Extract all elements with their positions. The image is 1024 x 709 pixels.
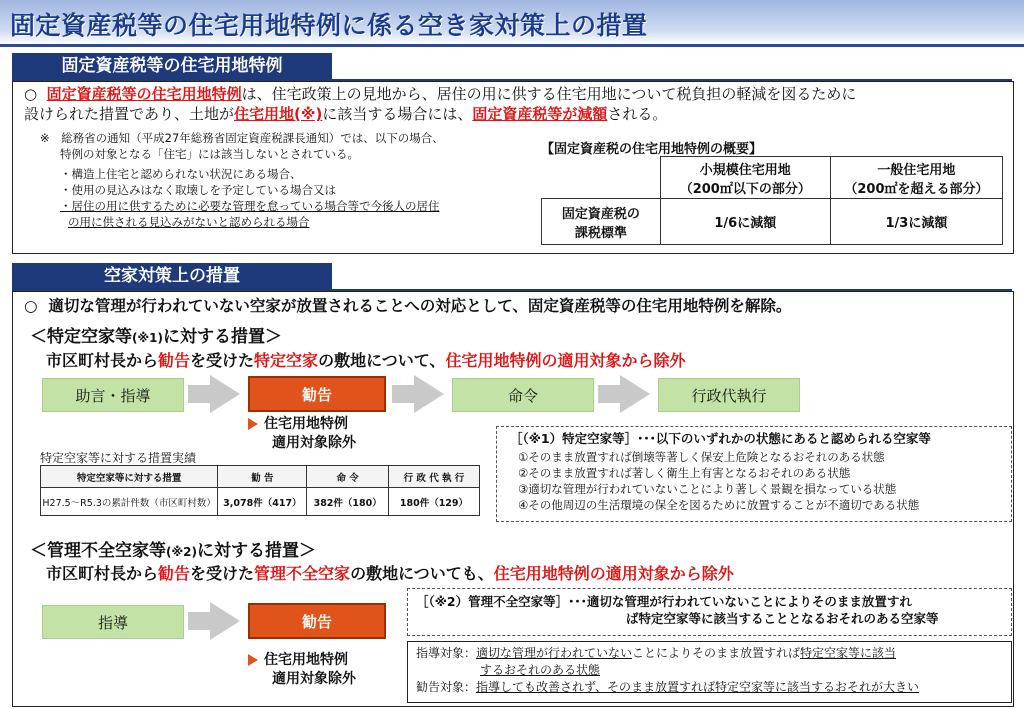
arrow-right-icon xyxy=(210,375,240,413)
text: は、住宅政策上の見地から、居住の用に供する住宅用地について税負担の軽減を図るために xyxy=(241,85,857,103)
section2-main xyxy=(24,294,791,316)
list-item: ④その他周辺の生活環境の保全を図るために放置することが不適切である状態 xyxy=(518,498,920,512)
table-header: 特定空家等に対する措置 xyxy=(41,466,218,488)
title-rule xyxy=(0,44,1024,47)
table-header: 命 令 xyxy=(307,466,388,488)
note-line: ・構造上住宅と認められない状況にある場合、 xyxy=(60,167,302,181)
list-item: ③適切な管理が行われていないことにより著しく景観を損なっている状態 xyxy=(518,482,897,496)
arrow-right-icon xyxy=(414,375,444,413)
performance-title: 特定空家等に対する措置実績 xyxy=(40,451,197,465)
note-line: 特例の対象となる「住宅」には該当しないとされている。 xyxy=(60,147,359,161)
flow-step-order: 命令 xyxy=(452,378,594,412)
table-cell: 3,078件（417） xyxy=(218,488,307,516)
table-corner xyxy=(542,157,661,199)
arrow-right-icon xyxy=(210,602,240,640)
flow-step-recommendation: 勧告 xyxy=(248,376,386,412)
text: 適切な管理が行われていない空家が放置されることへの対応として、固定資産税等の住宅用地特例を解除。 xyxy=(48,297,792,315)
bullet-icon: ○ xyxy=(24,297,38,315)
overview-table-title: 【固定資産税の住宅用地特例の概要】 xyxy=(541,142,763,157)
flow-arrow xyxy=(598,385,620,403)
triangle-icon xyxy=(248,654,258,666)
arrow-right-icon xyxy=(620,375,650,413)
note-line: の用に供される見込みがないと認められる場合 xyxy=(68,215,310,229)
table-row-header: 固定資産税の 課税標準 xyxy=(542,199,661,245)
note-line: ※ 総務省の通知（平成27年総務省固定資産税課長通知）では、以下の場合、 xyxy=(40,131,444,145)
exclusion-note-2: 住宅用地特例 適用対象除外 xyxy=(248,651,356,689)
table-cell: H27.5～R5.3の累計件数（市区町村数） xyxy=(41,488,218,516)
text: に該当する場合には、 xyxy=(322,105,473,123)
table-cell: 1/3に減額 xyxy=(830,199,1002,245)
definition-title-1: ［（※1）特定空家等］･･･以下のいずれかの状態にあると認められる空家等 xyxy=(510,431,931,446)
text: される。 xyxy=(607,105,668,123)
flow-arrow xyxy=(188,385,210,403)
section2-heading: 空家対策上の措置 xyxy=(12,263,332,289)
page-title: 固定資産税等の住宅用地特例に係る空き家対策上の措置 xyxy=(10,11,648,40)
note-line: ・使用の見込みはなく取壊しを予定している場合又は xyxy=(60,183,336,197)
sub1-line: 市区町村長から勧告を受けた特定空家の敷地について、住宅用地特例の適用対象から除外 xyxy=(46,351,686,370)
list-item: ①そのまま放置すれば倒壊等著しく保安上危険となるおそれのある状態 xyxy=(518,450,885,464)
overview-table xyxy=(541,156,1003,245)
sub1-title: ＜特定空家等(※1)に対する措置＞ xyxy=(30,327,282,347)
sub2-title: ＜管理不全空家等(※2)に対する措置＞ xyxy=(30,541,316,561)
note-line: ・居住の用に供するために必要な管理を怠っている場合等で今後人の居住 xyxy=(60,199,440,213)
flow-step-advice: 助言・指導 xyxy=(42,378,184,412)
tax-reduction-term: 固定資産税等が減額 xyxy=(472,105,608,123)
table-cell: 382件（180） xyxy=(307,488,388,516)
table-cell: 1/6に減額 xyxy=(660,199,830,245)
table-header: 勧 告 xyxy=(218,466,307,488)
sub2-line: 市区町村長から勧告を受けた管理不全空家の敷地についても、住宅用地特例の適用対象から除外 xyxy=(46,564,734,583)
table-header: 行 政 代 執 行 xyxy=(388,466,479,488)
definition-list-1 xyxy=(518,449,1008,513)
flow-arrow xyxy=(392,385,414,403)
triangle-icon xyxy=(248,418,258,430)
section1-heading: 固定資産税等の住宅用地特例 xyxy=(12,53,332,79)
section1-note xyxy=(40,130,520,230)
exclusion-note-1: 住宅用地特例 適用対象除外 xyxy=(248,415,356,453)
table-header: 一般住宅用地 （200㎡を超える部分） xyxy=(830,157,1002,199)
table-cell: 180件（129） xyxy=(388,488,479,516)
flow-step-guidance: 指導 xyxy=(42,605,184,639)
list-item: ②そのまま放置すれば著しく衛生上有害となるおそれのある状態 xyxy=(518,466,851,480)
guidance-text: 指導対象：適切な管理が行われていないことによりそのまま放置すれば特定空家等に該当 するおそれのある状態 勧告対象：指導しても改善されず、そのまま放置すれば特定空家等に該当するおそれが大きい xyxy=(416,646,920,694)
section1-text xyxy=(24,84,1009,124)
definition-text-2: ［（※2）管理不全空家等］･･･適切な管理が行われていないことによりそのまま放置すれ ば特定空家等に該当することとなるおそれのある空家等 xyxy=(416,594,939,626)
bullet-icon: ○ xyxy=(24,85,38,103)
text: 設けられた措置であり、土地が xyxy=(24,105,235,123)
table-header: 小規模住宅用地 （200㎡以下の部分） xyxy=(660,157,830,199)
performance-table xyxy=(40,465,480,516)
flow-arrow xyxy=(188,612,210,630)
flow-step-recommendation-2: 勧告 xyxy=(248,603,386,639)
special-rule-term: 固定資産税等の住宅用地特例 xyxy=(46,85,242,103)
flow-step-execution: 行政代執行 xyxy=(658,378,800,412)
residential-land-term: 住宅用地(※) xyxy=(234,105,323,123)
